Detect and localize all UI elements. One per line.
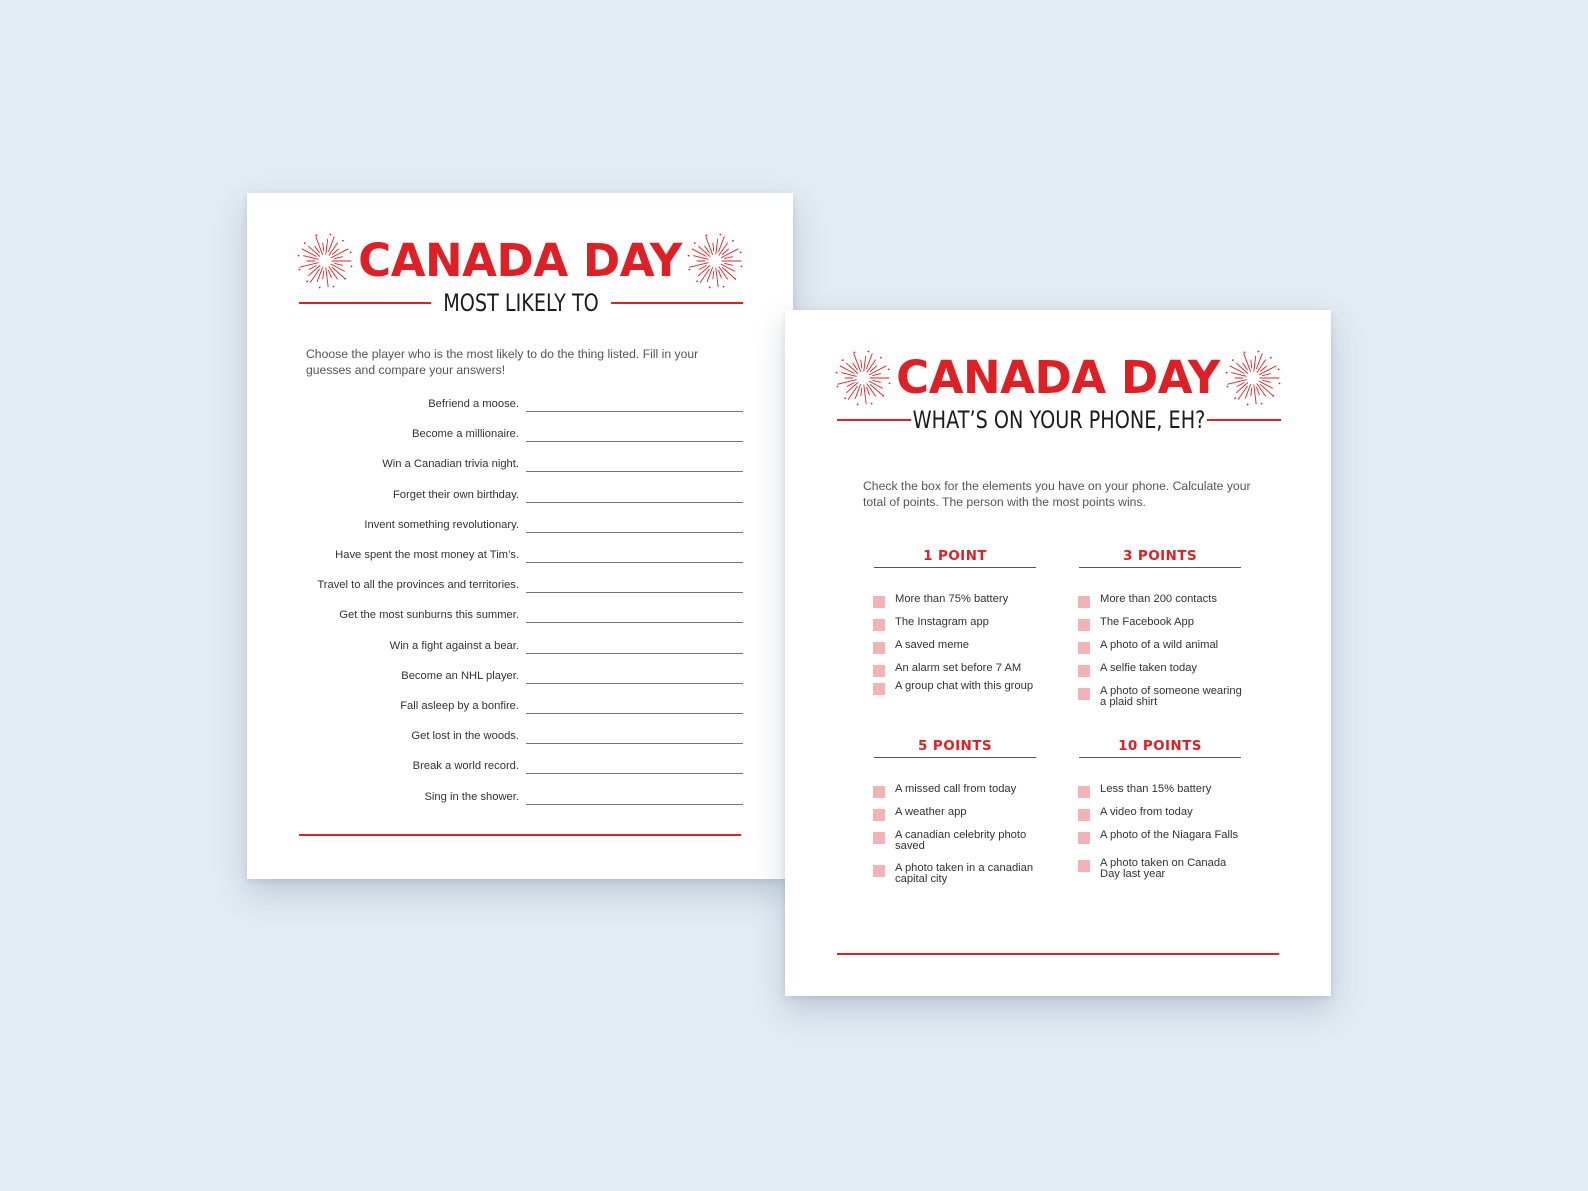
checklist-item [873,617,1038,641]
prompt-label: Become an NHL player. [401,669,519,682]
checklist-item-label: A photo of a wild animal [1100,639,1219,651]
answer-line[interactable] [526,411,743,412]
checklist-item [873,863,1038,887]
checkbox[interactable] [1078,665,1090,677]
checkbox[interactable] [873,865,885,877]
group-divider [874,567,1036,568]
checkbox[interactable] [1078,619,1090,631]
checklist-item-label: More than 200 contacts [1100,593,1217,605]
checklist-item-label: A photo taken on Canada Day last year [1100,857,1227,880]
prompt-label: Sing in the shower. [424,790,519,803]
group-heading: 1 POINT [923,548,987,564]
checklist-item [873,681,1038,705]
group-divider [874,757,1036,758]
prompt-row [267,456,743,476]
checklist-item [1078,686,1243,710]
prompt-label: Forget their own birthday. [392,488,519,501]
answer-line[interactable] [526,773,743,774]
prompt-row [267,698,743,718]
checkbox[interactable] [873,809,885,821]
prompt-label: Fall asleep by a bonfire. [400,700,519,712]
checkbox[interactable] [1078,688,1090,700]
prompt-row [267,487,743,507]
prompt-label: Break a world record. [412,760,519,773]
point-group [870,545,1040,715]
checkbox[interactable] [873,596,885,608]
whats-on-your-phone-sheet [785,310,1331,996]
checkbox[interactable] [1078,809,1090,821]
sheet-title: CANADA DAY [896,351,1220,404]
checkbox[interactable] [1078,832,1090,844]
group-divider [1079,567,1241,568]
title-divider-right [1207,419,1281,421]
checkbox[interactable] [1078,786,1090,798]
prompt-row [267,547,743,567]
prompt-row [267,758,743,778]
checklist-item [1078,830,1243,854]
prompt-label: Invent something revolutionary. [364,518,519,531]
subtitle-row [837,405,1281,435]
firework-icon [1225,350,1281,406]
prompt-label: Get lost in the woods. [411,730,519,743]
checklist-item-label: A video from today [1100,806,1193,818]
firework-icon [687,233,743,289]
group-heading: 5 POINTS [918,738,992,754]
answer-line[interactable] [526,653,743,654]
checklist-item [1078,858,1243,882]
checklist-item-label: A missed call from today [895,783,1017,795]
prompt-row [267,638,743,658]
answer-line[interactable] [526,804,743,805]
point-group [1075,545,1245,715]
title-divider-right [611,302,743,304]
prompt-label: Befriend a moose. [428,398,519,410]
checklist-item-label: A canadian celebrity photo saved [895,829,1027,852]
prompt-row [267,426,743,446]
answer-line[interactable] [526,713,743,714]
checkbox[interactable] [1078,642,1090,654]
prompt-row [267,668,743,688]
checklist-item [873,784,1038,808]
point-group [870,735,1040,905]
checkbox[interactable] [873,665,885,677]
prompt-label: Become a millionaire. [412,428,519,441]
checklist-item [873,640,1038,664]
answer-line[interactable] [526,532,743,533]
prompt-label: Get the most sunburns this summer. [339,609,519,622]
checklist-item [1078,640,1243,664]
answer-line[interactable] [526,441,743,442]
checklist-item-label: A weather app [895,806,967,818]
point-group [1075,735,1245,905]
prompt-label: Have spent the most money at Tim’s. [335,549,519,561]
checkbox[interactable] [1078,596,1090,608]
checklist-item [1078,663,1243,687]
sheet-subtitle: WHAT’S ON YOUR PHONE, EH? [912,406,1206,434]
prompt-label: Travel to all the provinces and territories. [317,579,519,592]
prompt-label: Win a fight against a bear. [389,639,519,652]
group-divider [1079,757,1241,758]
answer-line[interactable] [526,743,743,744]
checklist-item [873,594,1038,618]
checklist-item-label: A saved meme [895,639,969,651]
prompt-row [267,577,743,597]
checklist-item [1078,617,1243,641]
checklist-item-label: A group chat with this group [895,680,1034,692]
checklist-item-label: A photo of someone wearing a plaid shirt [1100,685,1242,708]
footer-divider [837,953,1279,955]
answer-line[interactable] [526,592,743,593]
answer-line[interactable] [526,502,743,503]
prompt-row [267,396,743,416]
most-likely-to-sheet [247,193,793,879]
subtitle-row [299,288,743,318]
checkbox[interactable] [873,642,885,654]
checklist-item-label: A photo taken in a canadian capital city [895,862,1034,885]
checklist-item [1078,784,1243,808]
prompt-row [267,607,743,627]
checklist-item [1078,807,1243,831]
checklist-item-label: Less than 15% battery [1100,783,1212,795]
group-heading: 10 POINTS [1118,738,1202,754]
checkbox[interactable] [873,832,885,844]
answer-line[interactable] [526,683,743,684]
checkbox[interactable] [873,683,885,695]
checkbox[interactable] [873,619,885,631]
prompt-label: Win a Canadian trivia night. [382,458,519,471]
answer-line[interactable] [526,562,743,563]
prompt-row [267,517,743,537]
prompt-row [267,728,743,748]
footer-divider [299,834,741,836]
checklist-item-label: The Facebook App [1100,616,1194,628]
prompt-row [267,789,743,809]
sheet-subtitle: MOST LIKELY TO [443,289,599,317]
instructions: Choose the player who is the most likely to do the thing listed. Fill in your guesses and compare your answers! [306,347,699,377]
answer-line[interactable] [526,471,743,472]
checkbox[interactable] [873,786,885,798]
checklist-item-label: An alarm set before 7 AM [895,662,1022,674]
checklist-item [873,807,1038,831]
checklist-item-label: More than 75% battery [895,593,1009,605]
answer-line[interactable] [526,622,743,623]
instructions: Check the box for the elements you have on your phone. Calculate your total of points. The person with the most points wins. [863,479,1251,509]
checklist-item-label: A photo of the Niagara Falls [1100,829,1239,841]
checklist-item-label: A selfie taken today [1100,662,1198,674]
checklist-item-label: The Instagram app [895,616,989,628]
group-heading: 3 POINTS [1123,548,1197,564]
checklist-item [873,830,1038,854]
sheet-title: CANADA DAY [358,234,682,287]
checkbox[interactable] [1078,860,1090,872]
checklist-item [1078,594,1243,618]
